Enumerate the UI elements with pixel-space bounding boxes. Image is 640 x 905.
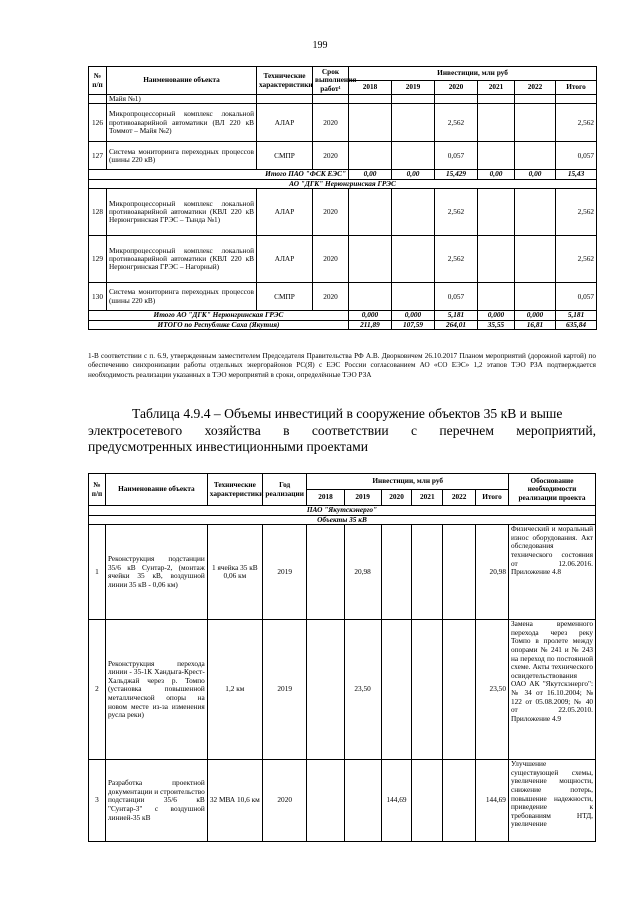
subtotal-2021: 0,00 [478,170,515,179]
header-year: Год реализации [262,474,307,506]
row-justification: Улучшение существующей схемы, увеличение мощности, снижение потерь, повышение надежности, приведение к требованиям НТД, увеличение [508,760,595,842]
row-2022 [443,620,476,760]
row-2020: 144,69 [381,760,412,842]
row-2019 [344,760,381,842]
subtotal-2021: 0,000 [478,311,515,320]
row-total: 0,057 [556,283,597,311]
row-num: 128 [89,189,107,236]
row-2021 [478,189,515,236]
row-num: 3 [89,760,106,842]
subtotal-2018: 0,00 [349,170,392,179]
row-name: Микропроцессорный комплекс локальной противоаварийной автоматики (КВЛ 220 кВ Нерюнгринская ГРЭС – Нагорный) [107,236,257,283]
row-2021 [478,283,515,311]
grand-total-2021: 35,55 [478,320,515,329]
row-2018 [307,760,344,842]
header-name: Наименование объекта [105,474,207,506]
grand-total-2022: 16,81 [515,320,556,329]
row-name: Система мониторинга переходных процессов (шины 220 кВ) [107,142,257,170]
grand-total-row [89,320,597,329]
grand-total-2019: 107,59 [392,320,435,329]
row-2021 [412,620,443,760]
row-name: Система мониторинга переходных процессов (шины 220 кВ) [107,283,257,311]
header-tech: Технические характеристики [207,474,262,506]
row-total: 0,057 [556,142,597,170]
table-row [89,142,597,170]
subtotal-row [89,311,597,320]
caption-line-1: Таблица 4.9.4 – Объемы инвестиций в сооружение объектов 35 кВ и выше [132,406,563,421]
group-title: Объекты 35 кВ [89,515,596,525]
header-term: Срок выполнения работ¹ [313,67,349,95]
header-2021: 2021 [478,81,515,95]
header-2021: 2021 [412,490,443,506]
grand-total-total: 635,84 [556,320,597,329]
row-tech: СМПР [257,283,313,311]
subtotal-total: 15,43 [556,170,597,179]
row-total: 144,69 [476,760,509,842]
grand-total-2018: 211,89 [349,320,392,329]
table-row [89,95,597,104]
header-total: Итого [476,490,509,506]
row-year: 2020 [262,760,307,842]
row-2021 [478,142,515,170]
row-2022 [515,283,556,311]
row-2020: 2,562 [435,104,478,142]
row-2018 [349,104,392,142]
header-2020: 2020 [381,490,412,506]
row-2018 [349,283,392,311]
table-caption [88,406,596,456]
row-name: Реконструкция подстанции 35/6 кВ Сунтар-2, (монтаж ячейки 35 кВ, воздушной линии 35 кВ - 0,06 км) [105,525,207,620]
row-tech: АЛАР [257,189,313,236]
row-term: 2020 [313,236,349,283]
row-2019 [392,283,435,311]
row-num: 130 [89,283,107,311]
caption-line-3: предусмотренных инвестиционными проектами [88,439,369,454]
row-total: 2,562 [556,236,597,283]
header-invest: Инвестиции, млн руб [307,474,509,490]
table-row [89,189,597,236]
grand-total-2020: 264,01 [435,320,478,329]
footnote: 1-В соответствии с п. 6.9, утвержденным заместителем Председателя Правительства РФ А.В. Дворковичем 26.10.2017 Планом мероприятий (дорожной картой) по обеспечению синхронизации работы отдельных энергорайонов РС(Я) с ЕЭС России согласованием АО «СО ЕЭС» 1,2 этапов ТЭО РЗА подтверждается необходимость реализации указанных в ТЭО мероприятий в сроки, определённые ТЭО РЗА [88,352,596,379]
row-justification: Замена временного перехода через реку Томпо в пролете между опорами № 241 и № 243 на переход по постоянной схеме. Акты технического освидетельствования ОАО АК "Якутскэнерго": № 34 от 16.10.2004; № 122 от 05.08.2009; № 40 от 22.05.2010. Приложение 4.9 [508,620,595,760]
table-row [89,283,597,311]
table-row [89,760,596,842]
row-num: 1 [89,525,106,620]
row-year: 2019 [262,525,307,620]
row-tech: АЛАР [257,236,313,283]
header-invest: Инвестиции, млн руб [349,67,597,81]
row-2019: 20,98 [344,525,381,620]
header-2018: 2018 [349,81,392,95]
row-total: 23,50 [476,620,509,760]
subtotal-label: Итого АО "ДГК" Нерюнгринская ГРЭС [89,311,349,320]
row-total: 2,562 [556,104,597,142]
row-name: Микропроцессорный комплекс локальной противоаварийной автоматики (ВЛ 220 кВ Томмот – Майя №2) [107,104,257,142]
row-2018 [349,236,392,283]
header-name: Наименование объекта [107,67,257,95]
header-num: № п/п [89,474,106,506]
page-number: 199 [312,40,328,51]
row-name: Микропроцессорный комплекс локальной противоаварийной автоматики (КВЛ 220 кВ Нерюнгринская ГРЭС – Тында №1) [107,189,257,236]
header-2019: 2019 [392,81,435,95]
row-2019: 23,50 [344,620,381,760]
table-row [89,236,597,283]
header-justification: Обоснование необходимости реализации проекта [508,474,595,506]
row-2020: 2,562 [435,189,478,236]
row-term: 2020 [313,283,349,311]
row-tech: АЛАР [257,104,313,142]
header-2020: 2020 [435,81,478,95]
row-2020 [381,525,412,620]
subtotal-2019: 0,00 [392,170,435,179]
row-total: 20,98 [476,525,509,620]
org-title: ПАО "Якутскэнерго" [89,506,596,516]
row-2022 [515,236,556,283]
row-total: 2,562 [556,189,597,236]
row-term: 2020 [313,104,349,142]
row-2020 [381,620,412,760]
row-term: 2020 [313,142,349,170]
row-num: 127 [89,142,107,170]
header-total: Итого [556,81,597,95]
row-name: Разработка проектной документации и строительство подстанции 35/6 кВ "Сунтар-3" с воздушной линией-35 кВ [105,760,207,842]
table-row [89,525,596,620]
row-2018 [349,189,392,236]
table-row [89,104,597,142]
org-row [89,506,596,516]
subtotal-row [89,170,597,179]
row-tech: 32 МВА 10,6 км [207,760,262,842]
row-2019 [392,189,435,236]
row-justification: Физический и моральный износ оборудования. Акт обследования технического состояния от 12.06.2016. Приложение 4.8 [508,525,595,620]
row-2018 [307,620,344,760]
subtotal-2018: 0,000 [349,311,392,320]
grand-total-label: ИТОГО по Республике Саха (Якутия) [89,320,349,329]
continuation-cell: Майя №1) [107,95,257,104]
row-name: Реконструкция перехода линии - 35-1К Хандыга-Крест-Хальджай через р. Томпо (установка повышенной металлической опоры на новом месте из-за изменения русла реки) [105,620,207,760]
header-tech: Технические характеристики [257,67,313,95]
subtotal-2022: 0,000 [515,311,556,320]
subtotal-2022: 0,00 [515,170,556,179]
header-2022: 2022 [515,81,556,95]
row-2020: 0,057 [435,142,478,170]
subtotal-2019: 0,000 [392,311,435,320]
row-2020: 0,057 [435,283,478,311]
row-year: 2019 [262,620,307,760]
row-2022 [515,189,556,236]
row-2022 [515,104,556,142]
row-2021 [478,104,515,142]
investment-table-continued [88,66,597,330]
header-2022: 2022 [443,490,476,506]
row-2022 [443,760,476,842]
row-2021 [412,525,443,620]
caption-line-2: электросетевого хозяйства в соответствии с перечнем мероприятий, [88,422,596,438]
row-2022 [443,525,476,620]
row-2019 [392,236,435,283]
row-2019 [392,104,435,142]
row-num: 2 [89,620,106,760]
header-2018: 2018 [307,490,344,506]
row-2019 [392,142,435,170]
row-tech: 1,2 км [207,620,262,760]
header-2019: 2019 [344,490,381,506]
row-2020: 2,562 [435,236,478,283]
row-num: 129 [89,236,107,283]
row-2018 [349,142,392,170]
section-title: АО "ДГК" Нерюнгринская ГРЭС [89,179,597,188]
subtotal-label: Итого ПАО "ФСК ЕЭС" [89,170,349,179]
row-tech: 1 ячейка 35 кВ 0,06 км [207,525,262,620]
investment-table-35kv [88,473,596,842]
subtotal-2020: 15,429 [435,170,478,179]
row-2022 [515,142,556,170]
row-num: 126 [89,104,107,142]
subtotal-total: 5,181 [556,311,597,320]
section-row [89,179,597,188]
table-row [89,620,596,760]
row-2021 [478,236,515,283]
row-term: 2020 [313,189,349,236]
row-2021 [412,760,443,842]
header-num: № п/п [89,67,107,95]
row-2018 [307,525,344,620]
subtotal-2020: 5,181 [435,311,478,320]
row-tech: СМПР [257,142,313,170]
